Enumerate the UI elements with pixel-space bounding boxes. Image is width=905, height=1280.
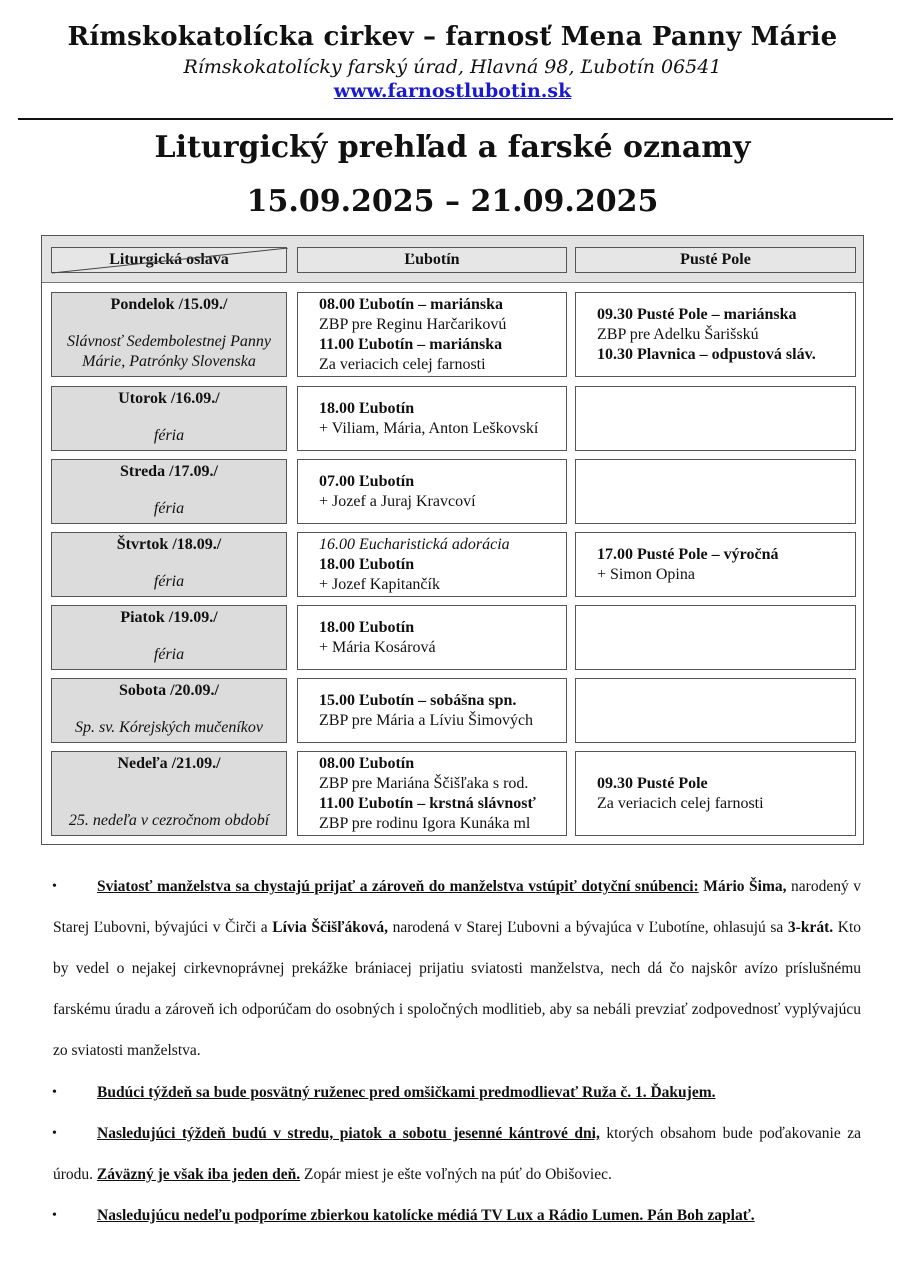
mass-line: 18.00 Ľubotín	[319, 400, 415, 417]
puste-pole-mass-cell	[575, 678, 856, 743]
mass-line: 17.00 Pusté Pole – výročná	[597, 546, 779, 563]
ember-days-heading: Nasledujúci týždeň budú v stredu, piatok a sobotu jesenné kántrové dni,	[97, 1125, 600, 1142]
day-label: Piatok /19.09./	[120, 609, 218, 626]
column-header-liturgy	[51, 247, 287, 273]
mass-line: 09.30 Pusté Pole	[597, 775, 708, 792]
mass-line: + Simon Opina	[597, 566, 695, 583]
feast-note	[52, 645, 286, 665]
bullet-icon: •	[52, 1085, 57, 1100]
feast-note-line: Sp. sv. Kórejských mučeníkov	[75, 719, 263, 736]
day-label: Sobota /20.09./	[118, 682, 219, 699]
feast-note-line: féria	[153, 573, 185, 590]
mass-line: 16.00 Eucharistická adorácia	[319, 536, 510, 553]
lubotin-mass-cell	[297, 532, 567, 597]
puste-pole-mass-cell	[575, 459, 856, 524]
feast-note	[52, 426, 286, 446]
puste-pole-mass-cell	[575, 605, 856, 670]
bride-info: narodená v Starej Ľubovni a bývajúca v Ľubotíne, ohlasujú sa	[392, 919, 784, 936]
collection-text: Nasledujúcu nedeľu podporíme zbierkou katolícke médiá TV Lux a Rádio Lumen. Pán Boh zaplať.	[97, 1207, 755, 1224]
mass-line: + Viliam, Mária, Anton Leškovskí	[319, 420, 539, 437]
mass-line: Za veriacich celej farnosti	[597, 795, 764, 812]
bride-name: Lívia Ščišľáková,	[272, 919, 388, 936]
header-divider	[18, 118, 893, 120]
puste-pole-mass-cell	[575, 751, 856, 836]
bullet-icon: •	[52, 879, 57, 894]
announcement-collection	[53, 1195, 861, 1236]
day-label: Streda /17.09./	[120, 463, 218, 480]
parish-website-link[interactable]: www.farnostlubotin.sk	[333, 80, 572, 102]
announcement-ember-days	[53, 1113, 861, 1195]
lubotin-mass-cell	[297, 605, 567, 670]
marriage-text: Kto by vedel o nejakej cirkevnoprávnej prekážke brániacej prijatiu sviatosti manželstva, nech dá čo najskôr avízo príslušnému farskému úradu a zároveň ich odporúčam do osobných i spoločných modlitieb, aby sa nebáli prevziať zodpovednosť vyplývajúcu zo sviatosti manželstva.	[53, 919, 861, 1059]
mass-line: ZBP pre Mária a Líviu Šimových	[319, 712, 534, 729]
feast-note	[52, 718, 286, 738]
mass-line: 18.00 Ľubotín	[319, 619, 415, 636]
day-cell	[51, 751, 287, 836]
mass-line: 18.00 Ľubotín	[319, 556, 415, 573]
mass-line: 11.00 Ľubotín – mariánska	[319, 336, 503, 353]
mass-line: 08.00 Ľubotín – mariánska	[319, 296, 504, 313]
groom-name: Mário Šima,	[703, 878, 787, 895]
mass-line: ZBP pre Mariána Ščišľaka s rod.	[319, 775, 529, 792]
mass-line: + Jozef Kapitančík	[319, 576, 440, 593]
mass-line: 11.00 Ľubotín – krstná slávnosť	[319, 795, 536, 812]
rosary-text: Budúci týždeň sa bude posvätný ruženec pred omšičkami predmodlievať Ruža č. 1. Ďakujem.	[97, 1084, 716, 1101]
column-header-liturgy-label: Liturgická oslava	[109, 251, 229, 268]
page-title: Liturgický prehľad a farské oznamy	[154, 130, 751, 165]
mass-line: ZBP pre Adelku Šarišskú	[597, 326, 759, 343]
mass-line: 10.30 Plavnica – odpustová sláv.	[597, 346, 816, 363]
diagonal-line-icon	[52, 248, 288, 274]
day-label: Nedeľa /21.09./	[117, 755, 221, 772]
day-cell	[51, 605, 287, 670]
lubotin-mass-cell	[297, 459, 567, 524]
feast-note-line: Márie, Patrónky Slovenska	[82, 353, 256, 370]
feast-note	[52, 332, 286, 372]
column-header-lubotin: Ľubotín	[297, 247, 567, 273]
bullet-icon: •	[52, 1126, 57, 1141]
lubotin-mass-cell	[297, 386, 567, 451]
feast-note	[52, 572, 286, 592]
announcement-rosary	[53, 1072, 861, 1113]
mass-line: 07.00 Ľubotín	[319, 473, 415, 490]
date-range: 15.09.2025 – 21.09.2025	[246, 184, 659, 219]
groom-info: narodený v Starej Ľubovni, bývajúci v Čirči a	[53, 878, 861, 936]
feast-note-line: féria	[153, 646, 185, 663]
ember-days-text: ktorých obsahom bude poďakovanie za úrodu.	[53, 1125, 861, 1183]
column-header-puste-pole: Pusté Pole	[575, 247, 856, 273]
mass-line: ZBP pre rodinu Igora Kunáka ml	[319, 815, 531, 832]
puste-pole-mass-cell	[575, 532, 856, 597]
liturgy-table	[41, 235, 864, 845]
parish-address: Rímskokatolícky farský úrad, Hlavná 98, Ľubotín 06541	[183, 56, 722, 78]
day-label: Utorok /16.09./	[118, 390, 220, 407]
day-cell	[51, 459, 287, 524]
day-label: Pondelok /15.09./	[110, 296, 228, 313]
lubotin-mass-cell	[297, 751, 567, 836]
mass-line: 15.00 Ľubotín – sobášna spn.	[319, 692, 517, 709]
pilgrimage-text: Zopár miest je ešte voľných na púť do Obišoviec.	[304, 1166, 612, 1183]
feast-note-line: féria	[153, 500, 185, 517]
feast-note-line: 25. nedeľa v cezročnom období	[68, 812, 270, 829]
organization-title: Rímskokatolícka cirkev – farnosť Mena Panny Márie	[67, 22, 838, 52]
mass-line: 08.00 Ľubotín	[319, 755, 415, 772]
ember-days-note: Záväzný je však iba jeden deň.	[96, 1166, 301, 1183]
day-cell	[51, 532, 287, 597]
mass-line: ZBP pre Reginu Harčarikovú	[319, 316, 507, 333]
mass-line: Za veriacich celej farnosti	[319, 356, 486, 373]
lubotin-mass-cell	[297, 292, 567, 377]
marriage-heading: Sviatosť manželstva sa chystajú prijať a zároveň do manželstva vstúpiť dotyční snúbenci:	[97, 878, 699, 895]
mass-line: 09.30 Pusté Pole – mariánska	[597, 306, 797, 323]
feast-note	[52, 499, 286, 519]
feast-note-line: Slávnosť Sedembolestnej Panny	[67, 333, 271, 350]
day-cell	[51, 678, 287, 743]
day-label: Štvrtok /18.09./	[116, 536, 222, 553]
mass-line: + Mária Kosárová	[319, 639, 436, 656]
lubotin-mass-cell	[297, 678, 567, 743]
day-cell	[51, 292, 287, 377]
feast-note	[52, 811, 286, 831]
mass-line: + Jozef a Juraj Kravcoví	[319, 493, 476, 510]
day-cell	[51, 386, 287, 451]
puste-pole-mass-cell	[575, 386, 856, 451]
banns-count: 3-krát.	[787, 919, 834, 936]
announcement-marriage	[53, 866, 861, 1071]
puste-pole-mass-cell	[575, 292, 856, 377]
feast-note-line: féria	[153, 427, 185, 444]
bullet-icon: •	[52, 1208, 57, 1223]
